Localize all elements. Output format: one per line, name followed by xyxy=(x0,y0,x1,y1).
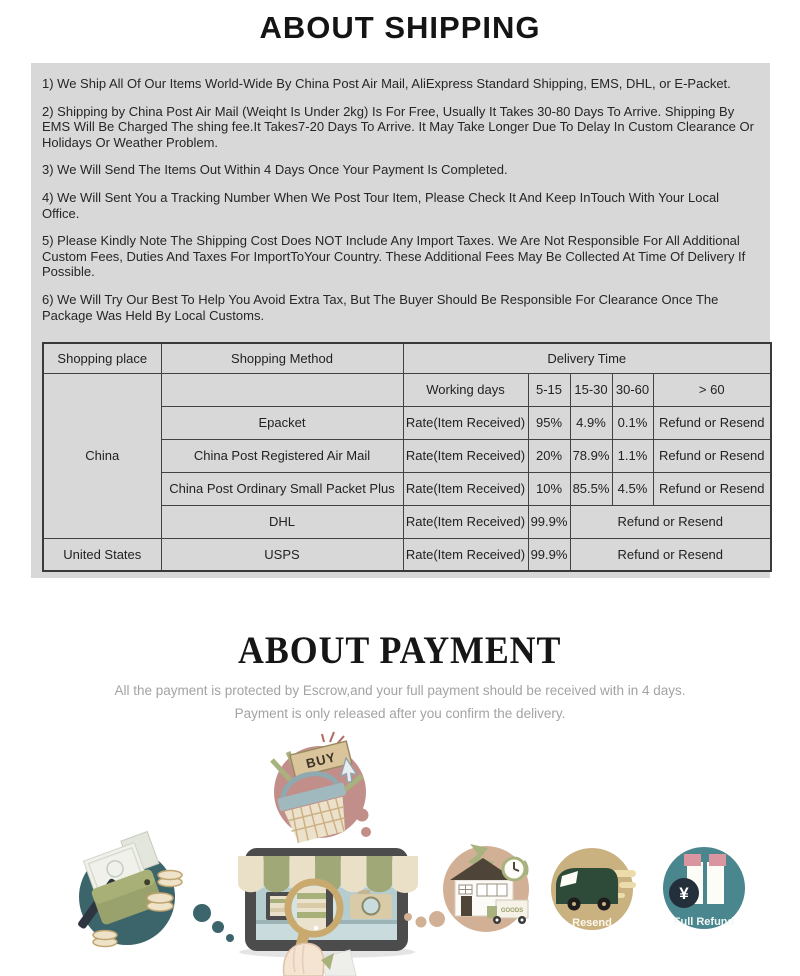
cell-method: China Post Ordinary Small Packet Plus xyxy=(161,472,403,505)
cell-value: 4.5% xyxy=(612,472,653,505)
shipping-notes-panel xyxy=(31,63,770,578)
delivery-time-table xyxy=(42,342,772,572)
cell-value: 20% xyxy=(528,439,570,472)
wallet-money-icon xyxy=(77,832,182,947)
yen-badge xyxy=(669,878,699,908)
trail-dot-pink-2 xyxy=(361,827,371,837)
cell-result: Refund or Resend xyxy=(653,439,771,472)
trail-dot-tan-2 xyxy=(416,917,427,928)
clock xyxy=(503,858,527,880)
speed-line xyxy=(619,882,636,888)
shipping-point-2: 2) Shipping by China Post Air Mail (Weiqht Is Under 2kg) Is For Free, Usually It Takes 30-80 Days To Arrive. Shipping By EMS Will Be Charged The shing fee.It Takes7-20 Days To Arrive. It May Take Longer Due To Delay In Custom Clearance Or Holidays Or Weather Problem. xyxy=(42,103,754,150)
shipping-point-4: 4) We Will Sent You a Tracking Number When We Post Tour Item, Please Check It And Keep InTouch With Your Local Office. xyxy=(42,189,720,221)
cell-place-china: China xyxy=(43,373,161,538)
trail-dot-tan-1 xyxy=(404,913,412,921)
shipping-point-5: 5) Please Kindly Note The Shipping Cost Does NOT Include Any Import Taxes. We Are Not Responsible For All Additional Custom Fees, Duties And Taxes For ImportToYour Country. These Additional Fees May Be Collected At Time Of Delivery If Possible. xyxy=(42,233,746,280)
goods-label: GOODS xyxy=(500,908,524,914)
cell-rate-label: Rate(Item Received) xyxy=(403,439,528,472)
header-shopping-method: Shopping Method xyxy=(161,343,403,373)
shipping-point-6: 6) We Will Try Our Best To Help You Avoid Extra Tax, But The Buyer Should Be Responsible For Clearance Once The Package Was Held By Local Customs. xyxy=(42,291,719,323)
payment-subtitle-line1: All the payment is protected by Escrow,and your full payment should be received with in 4 days. xyxy=(114,683,686,698)
yen-symbol: ¥ xyxy=(679,884,689,903)
cell-result: Refund or Resend xyxy=(570,538,771,571)
cell-value: 95% xyxy=(528,406,570,439)
table-subheader-row xyxy=(43,373,771,406)
shipping-point-3: 3) We Will Send The Items Out Within 4 Days Once Your Payment Is Completed. xyxy=(42,162,508,178)
trail-dot-teal-3 xyxy=(226,934,234,942)
cell-method: China Post Registered Air Mail xyxy=(161,439,403,472)
cell-result: Refund or Resend xyxy=(653,406,771,439)
resend-label: Resend xyxy=(572,917,612,929)
cell-value: 1.1% xyxy=(612,439,653,472)
cell-rate-label: Rate(Item Received) xyxy=(403,538,528,571)
cell-range-4: > 60 xyxy=(653,373,771,406)
trail-dot-teal-2 xyxy=(212,921,224,933)
buy-label: BUY xyxy=(304,749,338,772)
cell-empty xyxy=(161,373,403,406)
payment-section-title xyxy=(0,628,800,673)
cell-rate-label: Rate(Item Received) xyxy=(403,406,528,439)
resend-icon xyxy=(551,848,636,930)
payment-title-text: ABOUT PAYMENT xyxy=(238,629,562,672)
cell-result: Refund or Resend xyxy=(653,472,771,505)
cell-value: 0.1% xyxy=(612,406,653,439)
table-header-row xyxy=(43,343,771,373)
cell-working-days: Working days xyxy=(403,373,528,406)
trail-dot-pink-1 xyxy=(356,809,369,822)
cell-range-2: 15-30 xyxy=(570,373,612,406)
payment-process-illustration xyxy=(0,725,800,976)
cell-value: 99.9% xyxy=(528,538,570,571)
cell-value: 4.9% xyxy=(570,406,612,439)
table-row-usps xyxy=(43,538,771,571)
cell-method: DHL xyxy=(161,505,403,538)
cell-value: 78.9% xyxy=(570,439,612,472)
full-refund-icon xyxy=(663,847,745,929)
buy-basket-icon xyxy=(272,732,366,845)
cell-rate-label: Rate(Item Received) xyxy=(403,472,528,505)
cell-value: 85.5% xyxy=(570,472,612,505)
shipping-point-1: 1) We Ship All Of Our Items World-Wide By China Post Air Mail, AliExpress Standard Shipping, EMS, DHL, or E-Packet. xyxy=(42,76,731,91)
home-delivery-icon xyxy=(443,844,529,932)
full-refund-label: Full Refund xyxy=(673,916,735,928)
payment-subtitle-line2: Payment is only released after you confirm the delivery. xyxy=(234,706,566,721)
cell-range-3: 30-60 xyxy=(612,373,653,406)
trail-dot-teal-1 xyxy=(193,904,211,922)
cell-place-united-states: United States xyxy=(43,538,161,571)
shipping-section-title: ABOUT SHIPPING xyxy=(259,10,541,45)
cell-range-1: 5-15 xyxy=(528,373,570,406)
header-delivery-time: Delivery Time xyxy=(403,343,771,373)
camera-item xyxy=(350,890,392,919)
store-search-icon xyxy=(238,848,418,976)
header-shopping-place: Shopping place xyxy=(43,343,161,373)
cell-method: Epacket xyxy=(161,406,403,439)
cell-rate-label: Rate(Item Received) xyxy=(403,505,528,538)
cell-result: Refund or Resend xyxy=(570,505,771,538)
cell-value: 10% xyxy=(528,472,570,505)
cell-value: 99.9% xyxy=(528,505,570,538)
cell-method: USPS xyxy=(161,538,403,571)
trail-dot-tan-3 xyxy=(429,911,445,927)
